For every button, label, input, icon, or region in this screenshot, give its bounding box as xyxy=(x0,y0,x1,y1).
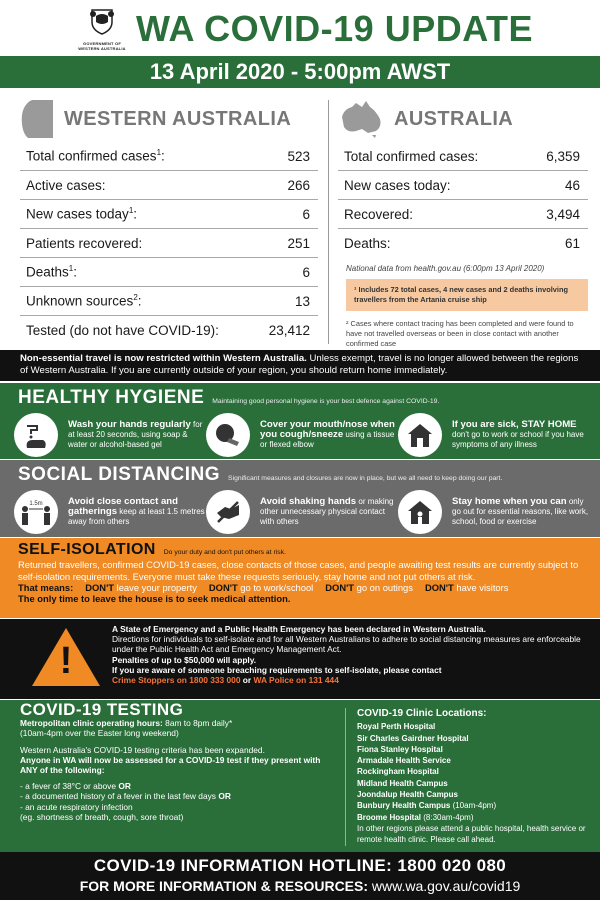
stat-value: 61 xyxy=(564,236,580,251)
wa-government-crest xyxy=(78,6,126,54)
stat-label: New cases today$^1$: xyxy=(26,206,138,222)
social-item: Avoid shaking hands or making other unnecessary physical contact with others xyxy=(206,490,398,534)
that-means-row xyxy=(18,582,580,593)
stat-label: Active cases: xyxy=(26,177,106,193)
stat-value: 13 xyxy=(294,293,310,309)
other-regions-note: In other regions please attend a public hospital, health service or remote health clinic. Please call ahead. xyxy=(357,823,586,845)
footer xyxy=(0,852,600,900)
social-item: Stay home when you can only go out for essential reasons, like work, school, food or exercise xyxy=(398,490,590,534)
stat-label: Deaths$^1$: xyxy=(26,264,77,280)
stat-value: 6,359 xyxy=(546,148,580,164)
aus-stat-row xyxy=(338,171,588,200)
travel-restriction-banner xyxy=(0,350,600,381)
cough-icon xyxy=(206,413,250,457)
house-icon xyxy=(398,413,442,457)
update-date: 13 April 2020 - 5:00pm AWST xyxy=(0,56,600,88)
means-item: DON'T leave your property xyxy=(85,582,197,593)
header xyxy=(0,0,600,56)
wa-stat-list xyxy=(20,142,318,345)
svg-text:1.5m: 1.5m xyxy=(29,501,43,507)
stat-value: 6 xyxy=(302,206,310,222)
handwash-icon xyxy=(14,413,58,457)
clinic-list xyxy=(357,721,589,823)
travel-bold: Non-essential travel is now restricted within Western Australia. xyxy=(20,353,307,364)
clinic-item: Rockingham Hospital xyxy=(357,767,439,777)
stat-value: 266 xyxy=(287,177,310,193)
wa-stats-panel xyxy=(20,96,318,345)
wa-stat-row xyxy=(20,229,318,258)
distance-icon xyxy=(14,490,58,534)
wa-heading xyxy=(20,96,318,142)
crime-stoppers-contact: Crime Stoppers on 1800 333 000 xyxy=(112,675,241,686)
stat-value: 6 xyxy=(302,264,310,280)
wa-region-name: WESTERN AUSTRALIA xyxy=(64,107,292,130)
wa-police-contact: WA Police on 131 444 xyxy=(253,675,339,686)
hygiene-item: Wash your hands regularly for at least 20 seconds, using soap & water or alcohol-based gel xyxy=(14,413,206,457)
footnote-2: ² Cases where contact tracing has been completed and were found to have not travelled overseas or been in close contact with another confirmed case xyxy=(346,319,574,348)
column-divider xyxy=(328,100,329,344)
stat-label: Deaths: xyxy=(344,236,391,251)
section-subtitle: Maintaining good personal hygiene is your best defence against COVID-19. xyxy=(212,398,440,405)
stat-value: 23,412 xyxy=(268,323,310,338)
clinic-item: Royal Perth Hospital xyxy=(357,722,436,732)
means-item: DON'T have visitors xyxy=(424,582,509,593)
aus-stat-row xyxy=(338,142,588,171)
info-url[interactable]: www.wa.gov.au/covid19 xyxy=(368,878,521,894)
wa-stat-row xyxy=(20,171,318,200)
national-data-note: National data from health.gov.au (6:00pm 13 April 2020) xyxy=(346,264,545,273)
self-isolation-section xyxy=(0,538,600,618)
clinic-item: Armadale Health Service xyxy=(357,756,451,766)
stat-label: Unknown sources$^2$: xyxy=(26,293,142,309)
covid-testing-section xyxy=(0,700,600,852)
stat-label: Recovered: xyxy=(344,206,414,222)
wa-stat-row xyxy=(20,316,318,345)
stat-label: Total confirmed cases$^1$: xyxy=(26,148,165,164)
aus-heading xyxy=(338,96,588,142)
social-distancing-section xyxy=(0,460,600,537)
aus-stat-list xyxy=(338,142,588,258)
clinic-title: COVID-19 Clinic Locations: xyxy=(357,708,487,719)
clinic-item: Bunbury Health Campus (10am-4pm) xyxy=(357,801,497,811)
australia-map-icon xyxy=(338,99,384,139)
aus-region-name: AUSTRALIA xyxy=(394,107,514,130)
hygiene-item: Cover your mouth/nose when you cough/sneeze using a tissue or flexed elbow xyxy=(206,413,398,457)
clinic-item: Sir Charles Gairdner Hospital xyxy=(357,733,469,743)
means-item: DON'T go to work/school xyxy=(208,582,314,593)
stat-label: Patients recovered: xyxy=(26,235,143,251)
section-subtitle: Significant measures and closures are now in place, but we all need to keep doing our part. xyxy=(228,475,503,482)
stat-value: 523 xyxy=(287,148,310,164)
aus-stat-row xyxy=(338,229,588,258)
stat-value: 3,494 xyxy=(546,206,580,222)
that-means-label: That means: xyxy=(18,582,74,593)
clinic-item: Joondalup Health Campus xyxy=(357,790,458,800)
aus-stat-row xyxy=(338,200,588,229)
aus-stats-panel xyxy=(338,96,588,349)
hotline: COVID-19 INFORMATION HOTLINE: 1800 020 080 xyxy=(93,856,507,875)
testing-info: COVID-19 TESTING Metropolitan clinic operating hours: 8am to 8pm daily* (10am-4pm over the Easter long weekend) Western Australia's COVID-19 testing criteria has been expanded. Anyone in WA will now be assessed for a COVID-19 test if they present with ANY of the following: - a fever of 38°C or above OR - a documented history of a fever in the last few days OR - an acute respiratory infection (eg. shortness of breath, cough, sore throat) xyxy=(20,705,330,822)
clinic-item: Midland Health Campus xyxy=(357,778,448,788)
crest-caption: GOVERNMENT OF WESTERN AUSTRALIA xyxy=(78,41,126,51)
clinic-locations xyxy=(357,708,589,846)
wa-stat-row xyxy=(20,200,318,229)
clinic-item: Fiona Stanley Hospital xyxy=(357,744,443,754)
section-title: COVID-19 TESTING xyxy=(20,700,184,719)
stay-home-icon xyxy=(398,490,442,534)
emergency-text: A State of Emergency and a Public Health Emergency has been declared in Western Australia. Directions for individuals to self-isolate and for all Western Australians to adhere to social distancing measures are enforceable under the Public Health Act and Emergency Management Act. Penalties of up to $50,000 will apply. If you are aware of someone breaching requirements to self-isolate, please contact Crime Stoppers on 1800 333 000 or WA Police on 131 444 xyxy=(112,624,581,686)
stat-value: 46 xyxy=(564,177,580,193)
wa-stat-row xyxy=(20,287,318,316)
section-title: SOCIAL DISTANCING xyxy=(18,464,221,485)
stat-label: Tested (do not have COVID-19): xyxy=(26,323,219,338)
travel-text: Unless exempt, travel is no longer allowed between the regions of Western Australia. If you are currently outside of your region, you should return home immediately. xyxy=(20,353,579,376)
more-info: FOR MORE INFORMATION & RESOURCES: www.wa.gov.au/covid19 xyxy=(79,878,521,894)
section-subtitle: Do your duty and don't put others at risk. xyxy=(163,549,286,556)
footnote-1: ¹ Includes 72 total cases, 4 new cases and 2 deaths involving travellers from the Artania cruise ship xyxy=(346,279,588,311)
healthy-hygiene-section xyxy=(0,383,600,459)
testing-divider xyxy=(345,708,346,846)
wa-stat-row xyxy=(20,142,318,171)
wa-stat-row xyxy=(20,258,318,287)
clinic-item: Broome Hospital (8:30am-4pm) xyxy=(357,812,474,822)
page-title: WA COVID-19 UPDATE xyxy=(136,8,534,49)
emergency-section: ! A State of Emergency and a Public Health Emergency has been declared in Western Australia. Directions for individuals to self-isolate and for all Western Australians to adhere to social distancing measures are enforceable under the Public Health Act and Emergency Management Act. Penalties of up to $50,000 will apply. If you are aware of someone breaching requirements to self-isolate, please contact Crime Stoppers on 1800 333 000 or WA Police on 131 444 xyxy=(0,619,600,699)
no-handshake-icon xyxy=(206,490,250,534)
hygiene-item: If you are sick, STAY HOME don't go to work or school if you have symptoms of any illness xyxy=(398,413,590,457)
stat-label: New cases today: xyxy=(344,177,451,193)
wa-map-icon xyxy=(20,98,54,140)
section-title: HEALTHY HYGIENE xyxy=(18,387,205,408)
crest-icon xyxy=(87,6,117,36)
stat-value: 251 xyxy=(287,235,310,251)
means-item: DON'T go on outings xyxy=(325,582,413,593)
self-isolation-body: Returned travellers, confirmed COVID-19 cases, close contacts of those cases, and people awaiting test results are currently subject to self-isolation requirements. Everyone must take these requests seriously, stay home and not put others at risk. xyxy=(18,559,579,582)
only-time-note: The only time to leave the house is to seek medical attention. xyxy=(18,593,291,604)
social-item: 1.5m Avoid close contact and gatherings keep at least 1.5 metres away from others xyxy=(14,490,206,534)
section-title: SELF-ISOLATION xyxy=(18,541,156,558)
stat-label: Total confirmed cases: xyxy=(344,148,479,164)
